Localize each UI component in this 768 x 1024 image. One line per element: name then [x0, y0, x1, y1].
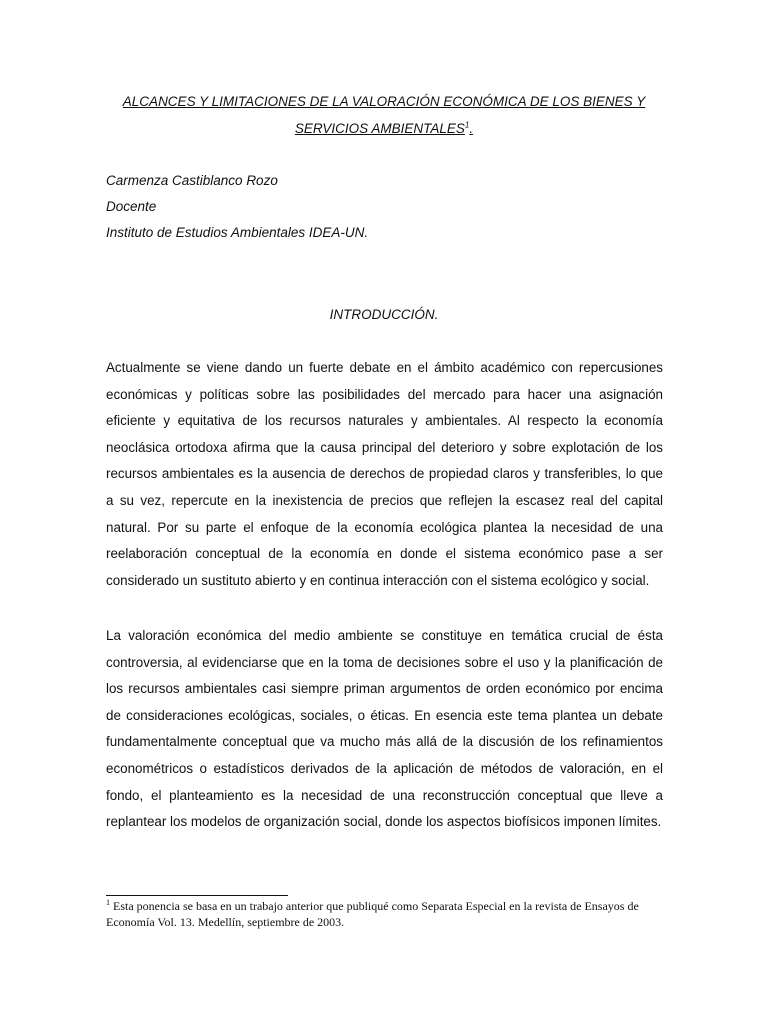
title-footnote-ref[interactable]: 1 — [464, 120, 470, 130]
section-heading-introduccion: INTRODUCCIÓN. — [329, 307, 439, 322]
author-institution: Instituto de Estudios Ambientales IDEA-UN. — [106, 225, 369, 240]
paragraph-1: Actualmente se viene dando un fuerte debate en el ámbito académico con repercusiones económicas y políticas sobre las posibilidades del mercado para hacer una asignación eficiente y equitativa de los recursos naturales y ambientales. Al respecto la economía neoclásica ortodoxa afirma que la causa principal del deterioro y sobre explotación de los recursos ambientales es la ausencia de derechos de propiedad claros y transferibles, lo que a su vez, repercute en la inexistencia de precios que reflejen la escasez real del capital natural. Por su parte el enfoque de la economía ecológica plantea la necesidad de una reelaboración conceptual de la economía en donde el sistema económico pase a ser considerado un sustituto abierto y en continua interacción con el sistema ecológico y social. — [106, 360, 663, 588]
document-title — [106, 88, 662, 142]
paragraph-2: La valoración económica del medio ambiente se constituye en temática crucial de ésta controversia, al evidenciarse que en la toma de decisiones sobre el uso y la planificación de los recursos ambientales casi siempre priman argumentos de orden económico por encima de consideraciones ecológicas, sociales, o éticas. En esencia este tema plantea un debate fundamentalmente conceptual que va mucho más allá de la discusión de los refinamientos econométricos o estadísticos derivados de la aplicación de métodos de valoración, en el fondo, el planteamiento es la necesidad de una reconstrucción conceptual que lleve a replantear los modelos de organización social, donde los aspectos biofísicos imponen límites. — [106, 628, 663, 830]
title-line-1: ALCANCES Y LIMITACIONES DE LA VALORACIÓN ECONÓMICA DE LOS BIENES Y — [122, 94, 646, 109]
footnote — [106, 899, 666, 930]
footnote-divider — [106, 895, 288, 896]
author-name: Carmenza Castiblanco Rozo — [106, 173, 278, 188]
footnote-marker: 1 — [106, 898, 110, 907]
title-end-period: . — [469, 121, 474, 136]
author-role: Docente — [106, 199, 157, 214]
title-line-2: SERVICIOS AMBIENTALES — [294, 121, 465, 136]
footnote-text: Esta ponencia se basa en un trabajo anterior que publiqué como Separata Especial en la revista de Ensayos de Economía Vol. 13. Medellín, septiembre de 2003. — [106, 899, 639, 929]
